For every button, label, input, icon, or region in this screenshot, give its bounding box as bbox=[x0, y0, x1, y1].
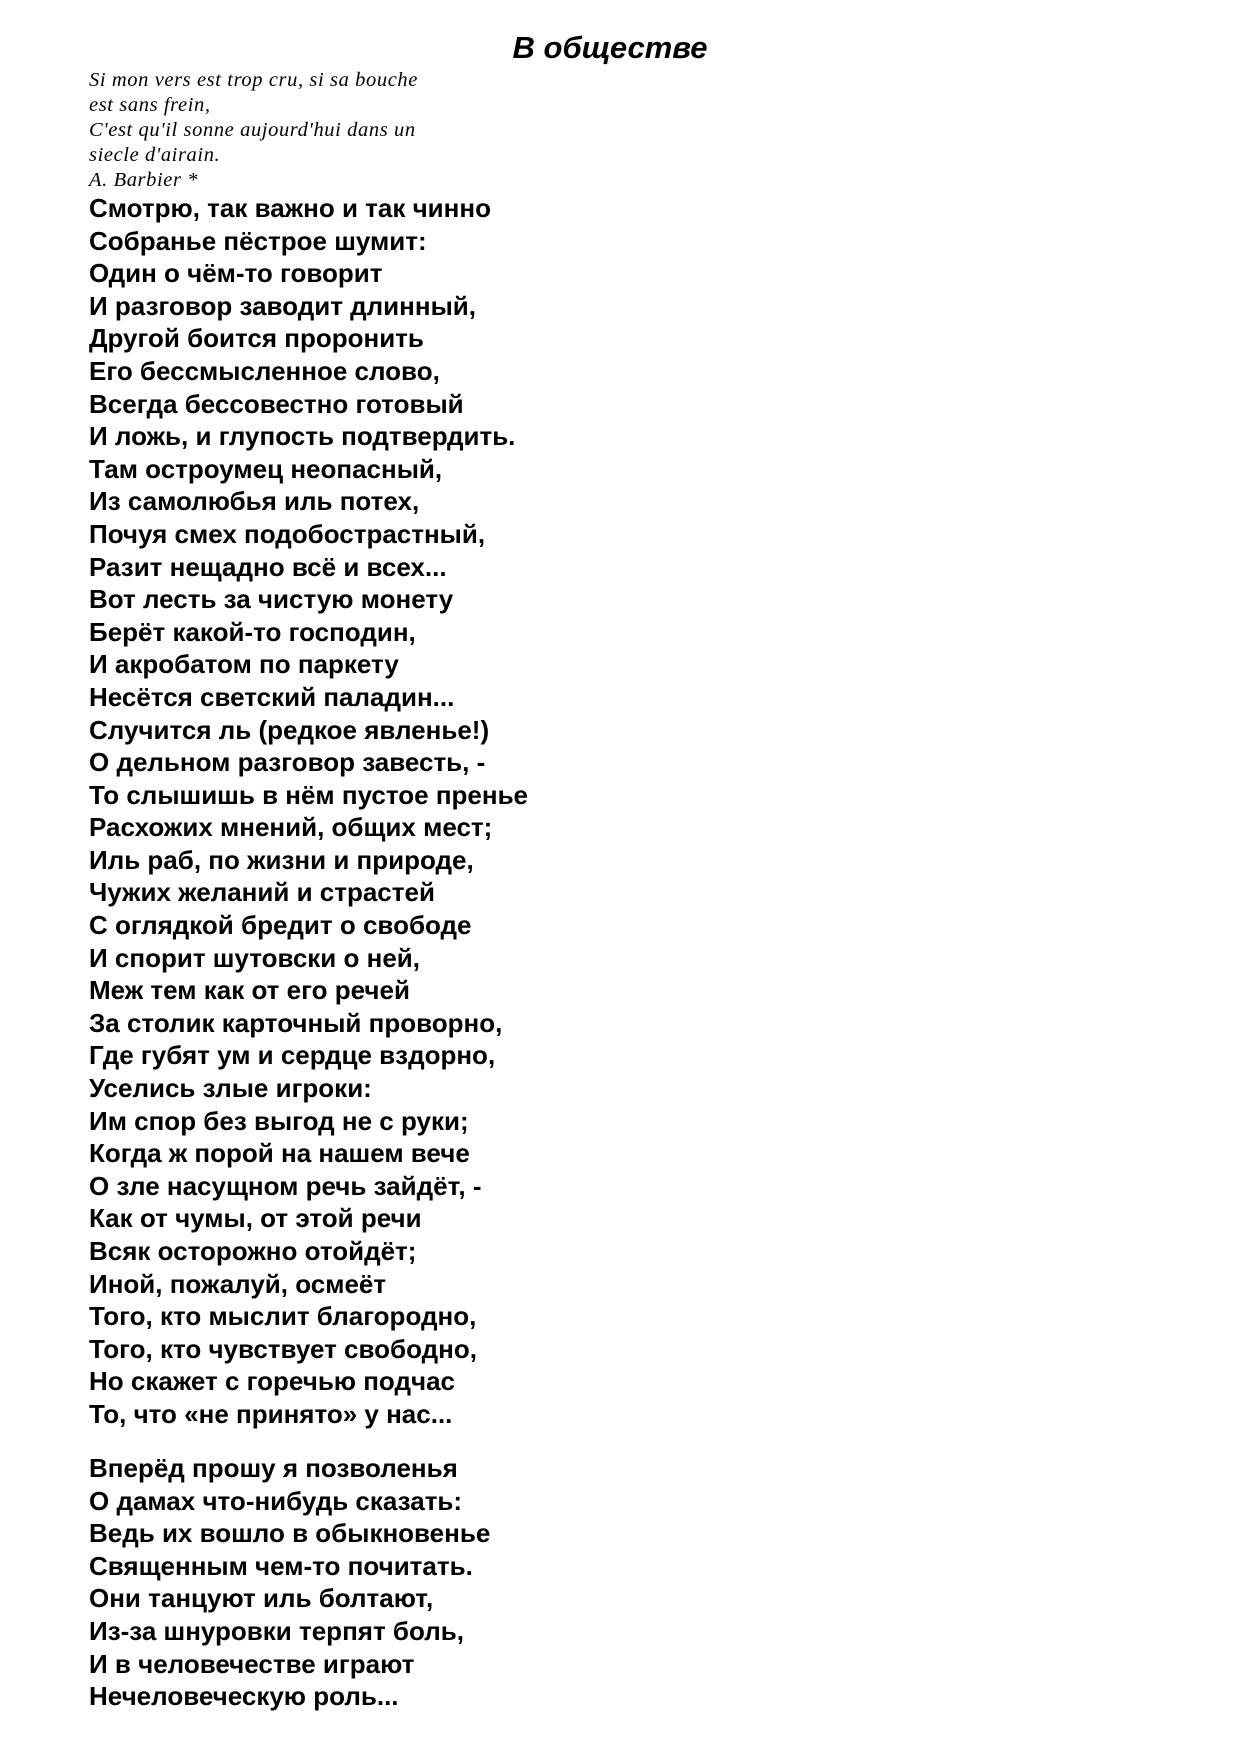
verse-line: Уселись злые игроки: bbox=[89, 1073, 372, 1104]
verse-line: Вот лесть за чистую монету bbox=[89, 584, 454, 615]
verse-line: Того, кто чувствует свободно, bbox=[89, 1333, 477, 1364]
epigraph-line: est sans frein, bbox=[89, 94, 211, 116]
verse-line: О зле насущном речь зайдёт, - bbox=[89, 1170, 482, 1201]
verse-line: Иль раб, по жизни и природе, bbox=[89, 844, 474, 875]
verse-line: Один о чём-то говорит bbox=[89, 258, 383, 289]
epigraph-line: C'est qu'il sonne aujourd'hui dans un bbox=[89, 119, 416, 141]
verse-line: Всяк осторожно отойдёт; bbox=[89, 1236, 417, 1266]
verse-line: То, что «не принято» у нас... bbox=[89, 1398, 453, 1429]
verse-line: И спорит шутовски о ней, bbox=[89, 942, 420, 973]
verse-line: О дамах что-нибудь сказать: bbox=[89, 1485, 463, 1516]
verse-line: Из самолюбья иль потех, bbox=[89, 486, 420, 517]
verse-line: За столик карточный проворно, bbox=[89, 1007, 503, 1038]
verse-line: О дельном разговор завесть, - bbox=[89, 747, 486, 778]
verse-line: Чужих желаний и страстей bbox=[89, 877, 435, 908]
verse-line: Меж тем как от его речей bbox=[89, 975, 410, 1006]
epigraph-author: A. Barbier * bbox=[89, 169, 199, 191]
verse-line: Его бессмысленное слово, bbox=[89, 355, 440, 386]
verse-line: То слышишь в нём пустое пренье bbox=[89, 779, 529, 810]
verse-line: Как от чумы, от этой речи bbox=[89, 1203, 422, 1234]
verse-line: И в человечестве играют bbox=[89, 1648, 415, 1679]
verse-line: Ведь их вошло в обыкновенье bbox=[89, 1518, 491, 1549]
verse-line: Собранье пёстрое шумит: bbox=[89, 225, 427, 256]
verse-line: И ложь, и глупость подтвердить. bbox=[89, 421, 516, 452]
verse-line: Но скажет с горечью подчас bbox=[89, 1366, 455, 1397]
verse-line: Почуя смех подобострастный, bbox=[89, 518, 486, 549]
verse-line: Они танцуют иль болтают, bbox=[89, 1583, 434, 1614]
verse-line: Из-за шнуровки терпят боль, bbox=[89, 1615, 464, 1646]
verse-line: Иной, пожалуй, осмеёт bbox=[89, 1268, 387, 1299]
verse-line: Когда ж порой на нашем вече bbox=[89, 1138, 470, 1169]
verse-line: Случится ль (редкое явленье!) bbox=[89, 714, 490, 745]
verse-line: Нечеловеческую роль... bbox=[89, 1681, 399, 1712]
verse-line: И разговор заводит длинный, bbox=[89, 290, 476, 321]
stanza-1 bbox=[89, 192, 528, 1431]
epigraph-line: siecle d'airain. bbox=[89, 144, 221, 166]
verse-line: Несётся светский паладин... bbox=[89, 681, 455, 712]
verse-line: Того, кто мыслит благородно, bbox=[89, 1301, 477, 1332]
verse-line: Смотрю, так важно и так чинно bbox=[89, 193, 491, 223]
verse-line: Священным чем-то почитать. bbox=[89, 1550, 473, 1581]
verse-line: Расхожих мнений, общих мест; bbox=[89, 812, 493, 843]
verse-line: Вперёд прошу я позволенья bbox=[89, 1453, 458, 1483]
poem-title: В обществе bbox=[512, 30, 708, 65]
verse-line: И акробатом по паркету bbox=[89, 649, 399, 680]
verse-line: Там остроумец неопасный, bbox=[89, 453, 443, 484]
verse-line: Им спор без выгод не с руки; bbox=[89, 1105, 469, 1136]
verse-line: Берёт какой-то господин, bbox=[89, 616, 416, 647]
verse-line: Другой боится проронить bbox=[89, 323, 424, 354]
verse-line: Где губят ум и сердце вздорно, bbox=[89, 1040, 496, 1071]
epigraph bbox=[89, 68, 489, 193]
verse-line: С оглядкой бредит о свободе bbox=[89, 910, 472, 941]
verse-line: Всегда бессовестно готовый bbox=[89, 388, 464, 419]
stanza-2 bbox=[89, 1452, 490, 1713]
verse-line: Разит нещадно всё и всех... bbox=[89, 551, 447, 582]
epigraph-line: Si mon vers est trop cru, si sa bouche bbox=[89, 69, 418, 91]
